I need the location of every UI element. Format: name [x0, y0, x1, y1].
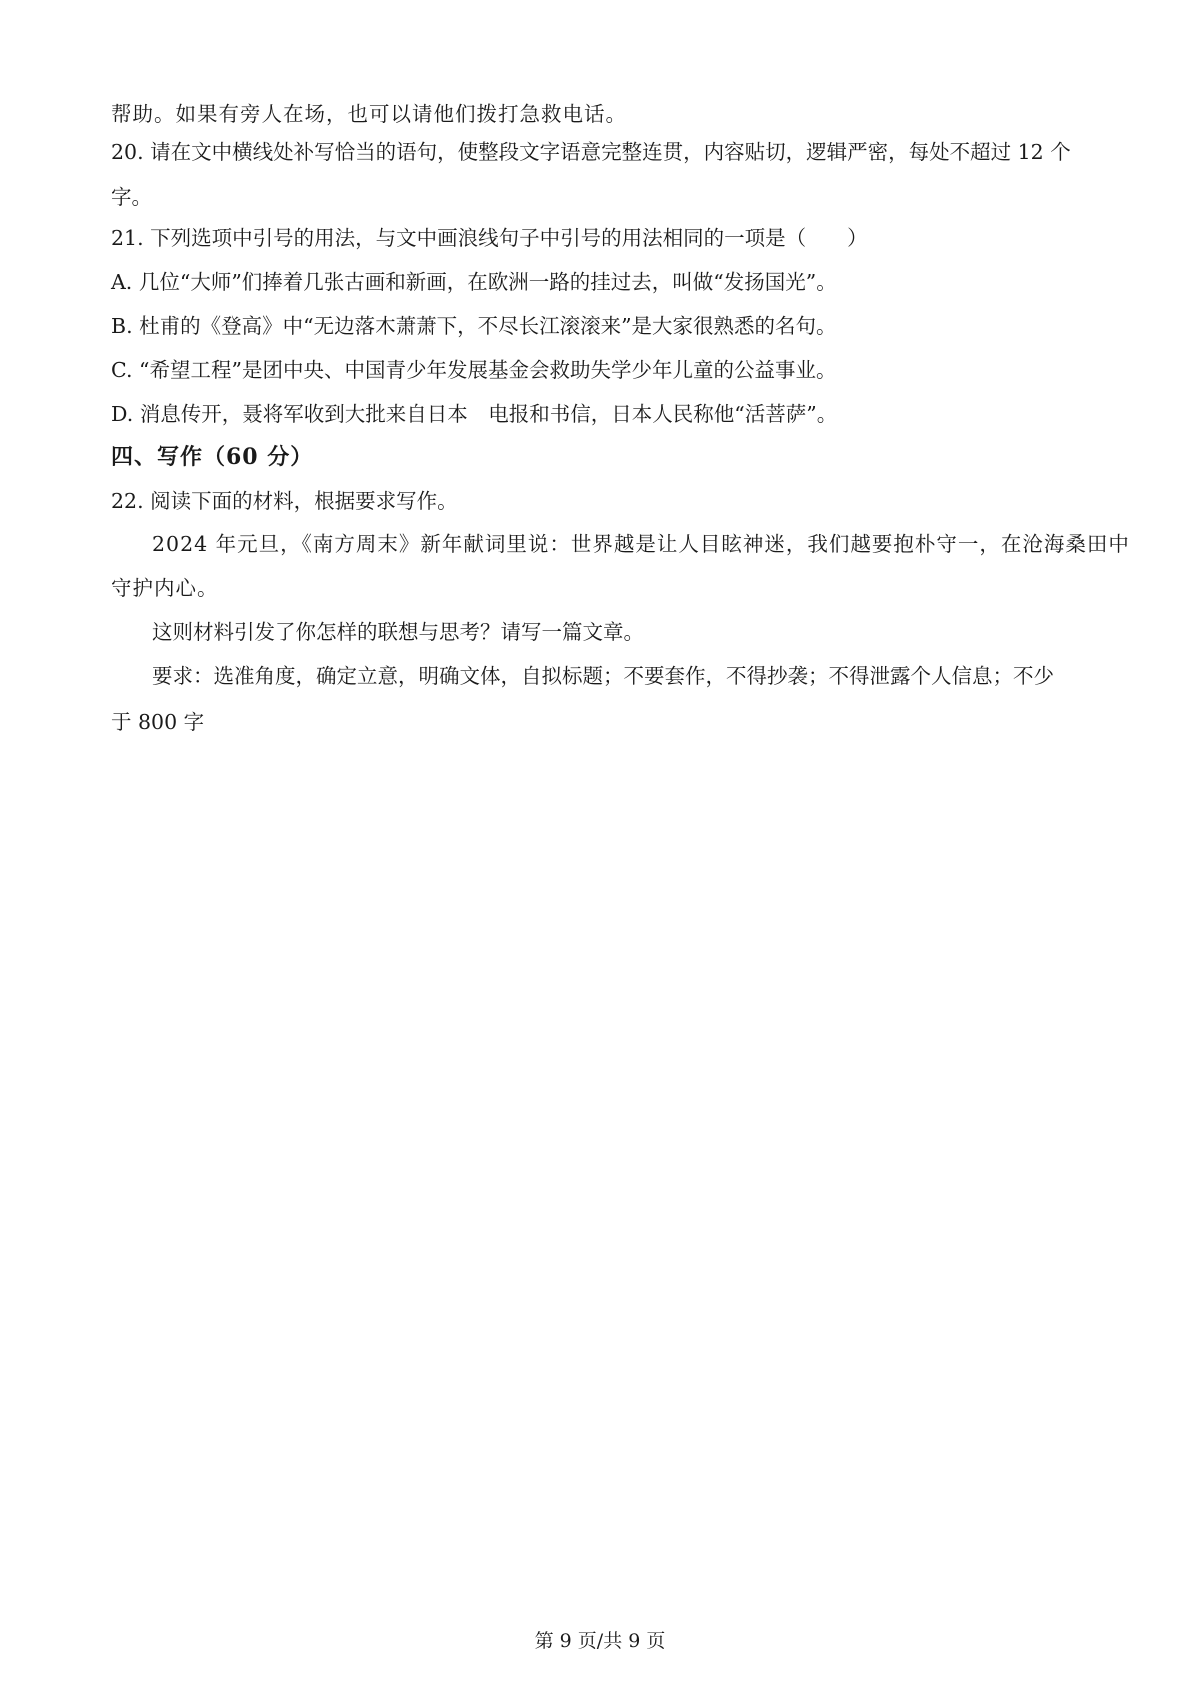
option-d: D. 消息传开，聂将军收到大批来自日本 电报和书信，日本人民称他“活菩萨”。: [111, 402, 838, 426]
writing-prompt: 这则材料引发了你怎样的联想与思考？请写一篇文章。: [152, 620, 644, 644]
section-heading-writing: 四、写作（60 分）: [111, 444, 314, 470]
material-line-2: 守护内心。: [111, 576, 219, 600]
page-number-footer: 第 9 页/共 9 页: [534, 1630, 666, 1652]
question-20-line-1: 20. 请在文中横线处补写恰当的语句，使整段文字语意完整连贯，内容贴切，逻辑严密，每处不超过 12 个: [111, 140, 1071, 164]
requirements-line-1: 要求：选准角度，确定立意，明确文体，自拟标题；不要套作，不得抄袭；不得泄露个人信息；不少: [152, 664, 1054, 688]
option-c: C. “希望工程”是团中央、中国青少年发展基金会救助失学少年儿童的公益事业。: [111, 358, 837, 382]
question-21: 21. 下列选项中引号的用法，与文中画浪线句子中引号的用法相同的一项是（ ）: [111, 226, 868, 250]
material-line-1: 2024 年元旦，《南方周末》新年献词里说：世界越是让人目眩神迷，我们越要抱朴守一，在沧海桑田中: [152, 532, 1130, 556]
text-line-continuation: 帮助。如果有旁人在场，也可以请他们拨打急救电话。: [111, 102, 627, 126]
requirements-line-2: 于 800 字: [111, 710, 205, 734]
option-b: B. 杜甫的《登高》中“无边落木萧萧下，不尽长江滚滚来”是大家很熟悉的名句。: [111, 314, 837, 338]
question-22: 22. 阅读下面的材料，根据要求写作。: [111, 489, 458, 513]
option-a: A. 几位“大师”们捧着几张古画和新画，在欧洲一路的挂过去，叫做“发扬国光”。: [111, 270, 837, 294]
question-20-line-2: 字。: [111, 185, 152, 209]
